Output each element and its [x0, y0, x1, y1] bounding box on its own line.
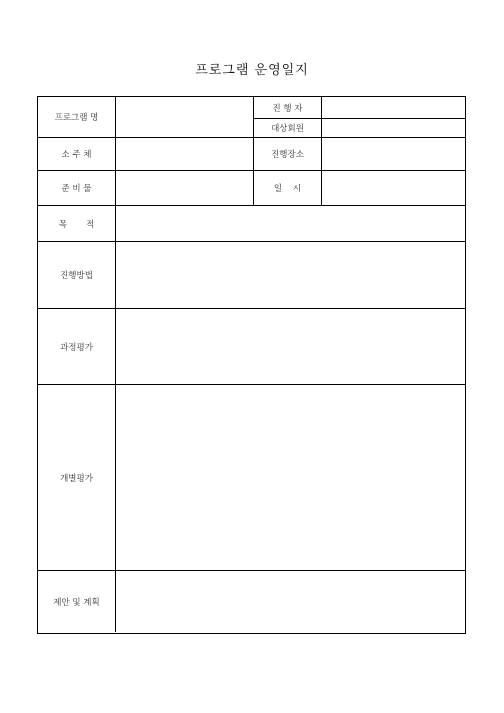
suggestions-plan-value[interactable] — [116, 571, 465, 632]
purpose-label: 목 적 — [58, 219, 95, 230]
suggestions-plan-label: 제안 및 계획 — [53, 597, 100, 608]
supplies-value[interactable] — [116, 171, 253, 205]
date-time-label: 일 시 — [273, 184, 302, 194]
purpose-value[interactable] — [116, 206, 465, 241]
page-title: 프로그램 운영일지 — [195, 63, 309, 78]
process-evaluation-label: 과정평가 — [60, 342, 93, 353]
program-name-value[interactable] — [116, 97, 253, 137]
method-label: 진행방법 — [60, 271, 93, 281]
individual-evaluation-label: 개별평가 — [60, 473, 93, 484]
process-evaluation-value[interactable] — [116, 309, 465, 384]
target-members-value[interactable] — [322, 119, 465, 137]
venue-label: 진행장소 — [271, 150, 304, 160]
program-name-label: 프로그램 명 — [54, 113, 99, 123]
organizer-value[interactable] — [116, 138, 253, 170]
target-members-label: 대상회원 — [271, 123, 304, 134]
method-value[interactable] — [116, 242, 465, 308]
individual-evaluation-value[interactable] — [116, 385, 465, 570]
date-time-value[interactable] — [322, 171, 465, 205]
supplies-label: 준 비 물 — [61, 184, 92, 194]
facilitator-label: 진 행 자 — [272, 103, 303, 114]
facilitator-value[interactable] — [322, 97, 465, 118]
operation-log-form — [37, 96, 466, 634]
organizer-label: 소 주 체 — [61, 150, 92, 160]
venue-value[interactable] — [322, 138, 465, 170]
